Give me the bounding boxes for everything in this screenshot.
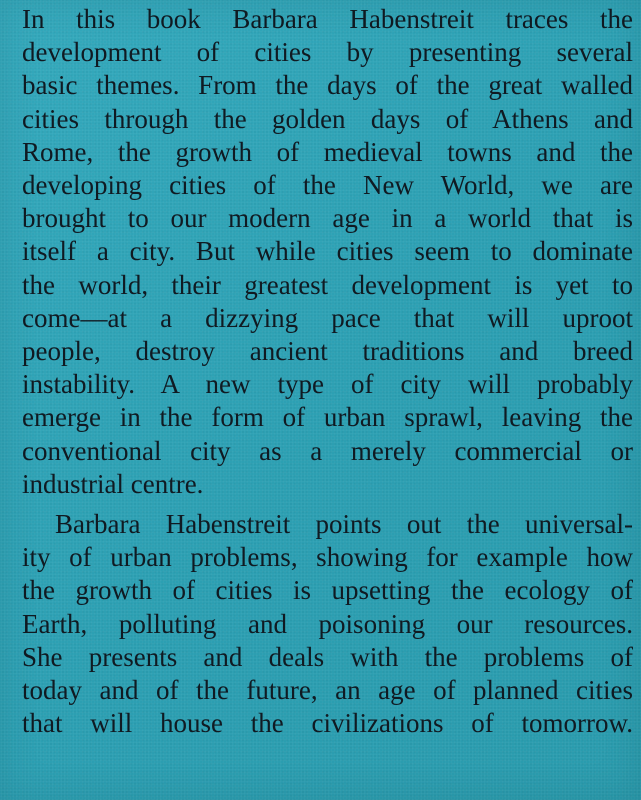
text-line: emerge in the form of urban sprawl, leaving the xyxy=(22,402,633,433)
text-line: ity of urban problems, showing for example how xyxy=(22,542,633,573)
text-line: development of cities by presenting several xyxy=(22,37,633,68)
text-line: Earth, polluting and poisoning our resources. xyxy=(22,608,633,639)
text-line: brought to our modern age in a world that is xyxy=(22,203,633,234)
paragraph-spacer xyxy=(22,501,633,508)
text-line: today and of the future, an age of planned cities xyxy=(22,675,633,706)
text-line: developing cities of the New World, we are xyxy=(22,170,633,201)
text-line: Barbara Habenstreit points out the universal- xyxy=(55,509,633,540)
text-line: people, destroy ancient traditions and breed xyxy=(22,336,633,367)
blurb-paragraph-2 xyxy=(22,508,633,740)
text-line: cities through the golden days of Athens and xyxy=(22,103,633,134)
text-line: basic themes. From the days of the great walled xyxy=(22,70,633,101)
text-line: the world, their greatest development is yet to xyxy=(22,269,633,300)
text-line: She presents and deals with the problems of xyxy=(22,641,633,672)
text-line: In this book Barbara Habenstreit traces the xyxy=(22,4,633,34)
blurb-paragraph-1 xyxy=(22,3,633,501)
text-line: come—at a dizzying pace that will uproot xyxy=(22,302,633,333)
text-line: itself a city. But while cities seem to dominate xyxy=(22,236,633,267)
text-line: instability. A new type of city will probably xyxy=(22,369,633,400)
text-line: Rome, the growth of medieval towns and the xyxy=(22,136,633,167)
text-line: the growth of cities is upsetting the ecology of xyxy=(22,575,633,606)
text-line: conventional city as a merely commercial or xyxy=(22,435,633,466)
text-line: industrial centre. xyxy=(22,468,204,499)
text-line: that will house the civilizations of tomorrow. xyxy=(22,708,633,739)
